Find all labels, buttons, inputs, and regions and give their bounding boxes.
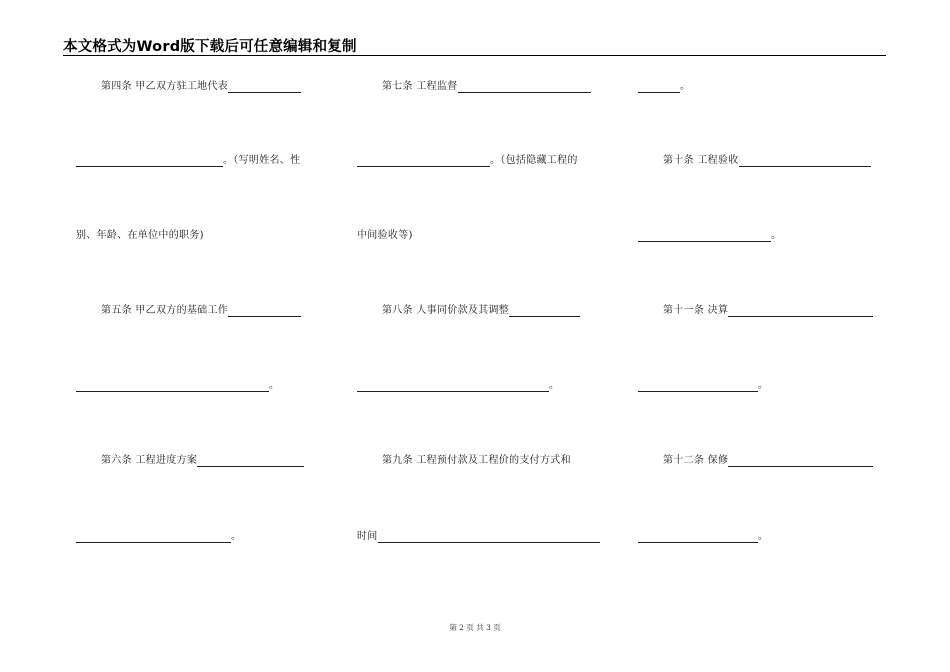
blank-underline[interactable] <box>228 80 301 93</box>
clause-7-line <box>357 78 591 94</box>
clause-9-blank-line <box>357 528 600 544</box>
header-title: 本文格式为Word版下载后可任意编辑和复制 <box>63 39 357 55</box>
period-mark: 。 <box>231 531 242 542</box>
blank-underline[interactable] <box>228 304 301 317</box>
clause-4-note-text: 别、年龄、在单位中的职务) <box>76 230 204 241</box>
clause-7-note-continued <box>357 227 413 243</box>
clause-4-label: 第四条 甲乙双方驻工地代表 <box>101 81 229 92</box>
clause-7-label: 第七条 工程监督 <box>382 81 458 92</box>
period-mark: 。 <box>758 380 769 391</box>
clause-10-blank-line <box>638 227 781 243</box>
clause-11-blank-line <box>638 377 768 393</box>
blank-underline[interactable] <box>739 154 871 167</box>
period-mark: 。 <box>549 380 560 391</box>
page-footer <box>0 622 950 633</box>
clause-6-label: 第六条 工程进度方案 <box>101 455 198 466</box>
clause-9-label: 第九条 工程预付款及工程价的支付方式和 <box>382 455 571 466</box>
blank-underline[interactable] <box>76 154 223 167</box>
blank-underline[interactable] <box>638 379 758 392</box>
blank-underline[interactable] <box>197 454 304 467</box>
clause-9-line <box>357 452 571 468</box>
clause-8-blank-line <box>357 377 559 393</box>
clause-12-label: 第十二条 保修 <box>663 455 729 466</box>
clause-10-line <box>638 152 871 168</box>
blank-underline[interactable] <box>638 229 771 242</box>
blank-underline[interactable] <box>638 80 680 93</box>
clause-8-line <box>357 302 580 318</box>
clause-10-label: 第十条 工程验收 <box>663 155 739 166</box>
blank-underline[interactable] <box>638 530 758 543</box>
column-3 <box>638 0 888 672</box>
clause-4-note-continued <box>76 227 204 243</box>
clause-5-label: 第五条 甲乙双方的基础工作 <box>101 305 229 316</box>
clause-6-line <box>76 452 304 468</box>
clause-4-blank-line <box>76 152 300 168</box>
page-number: 第 2 页 共 3 页 <box>449 623 501 632</box>
blank-underline[interactable] <box>357 379 549 392</box>
clause-7-note-text: 中间验收等) <box>357 230 413 241</box>
clause-7-note: 。（包括隐藏工程的 <box>490 155 578 166</box>
clause-9-continued: 时间 <box>357 531 378 542</box>
clause-11-line <box>638 302 873 318</box>
period-mark: 。 <box>680 81 691 92</box>
clause-4-line <box>76 78 301 94</box>
clause-6-blank-line <box>76 528 241 544</box>
blank-underline[interactable] <box>76 530 231 543</box>
period-mark: 。 <box>269 380 280 391</box>
column-1 <box>76 0 326 672</box>
clause-12-blank-line <box>638 528 768 544</box>
period-mark: 。 <box>771 230 782 241</box>
clause-5-blank-line <box>76 377 279 393</box>
clause-11-label: 第十一条 决算 <box>663 305 729 316</box>
blank-underline[interactable] <box>728 304 873 317</box>
blank-underline[interactable] <box>509 304 580 317</box>
blank-underline[interactable] <box>728 454 873 467</box>
blank-underline[interactable] <box>378 530 600 543</box>
clause-5-line <box>76 302 301 318</box>
clause-9-end-line <box>638 78 690 94</box>
column-2 <box>357 0 607 672</box>
clause-7-blank-line <box>357 152 578 168</box>
clause-8-label: 第八条 人事同价款及其调整 <box>382 305 510 316</box>
period-mark: 。 <box>758 531 769 542</box>
blank-underline[interactable] <box>357 154 490 167</box>
clause-12-line <box>638 452 873 468</box>
blank-underline[interactable] <box>458 80 591 93</box>
clause-4-note: 。（写明姓名、性 <box>223 155 301 166</box>
blank-underline[interactable] <box>76 379 269 392</box>
